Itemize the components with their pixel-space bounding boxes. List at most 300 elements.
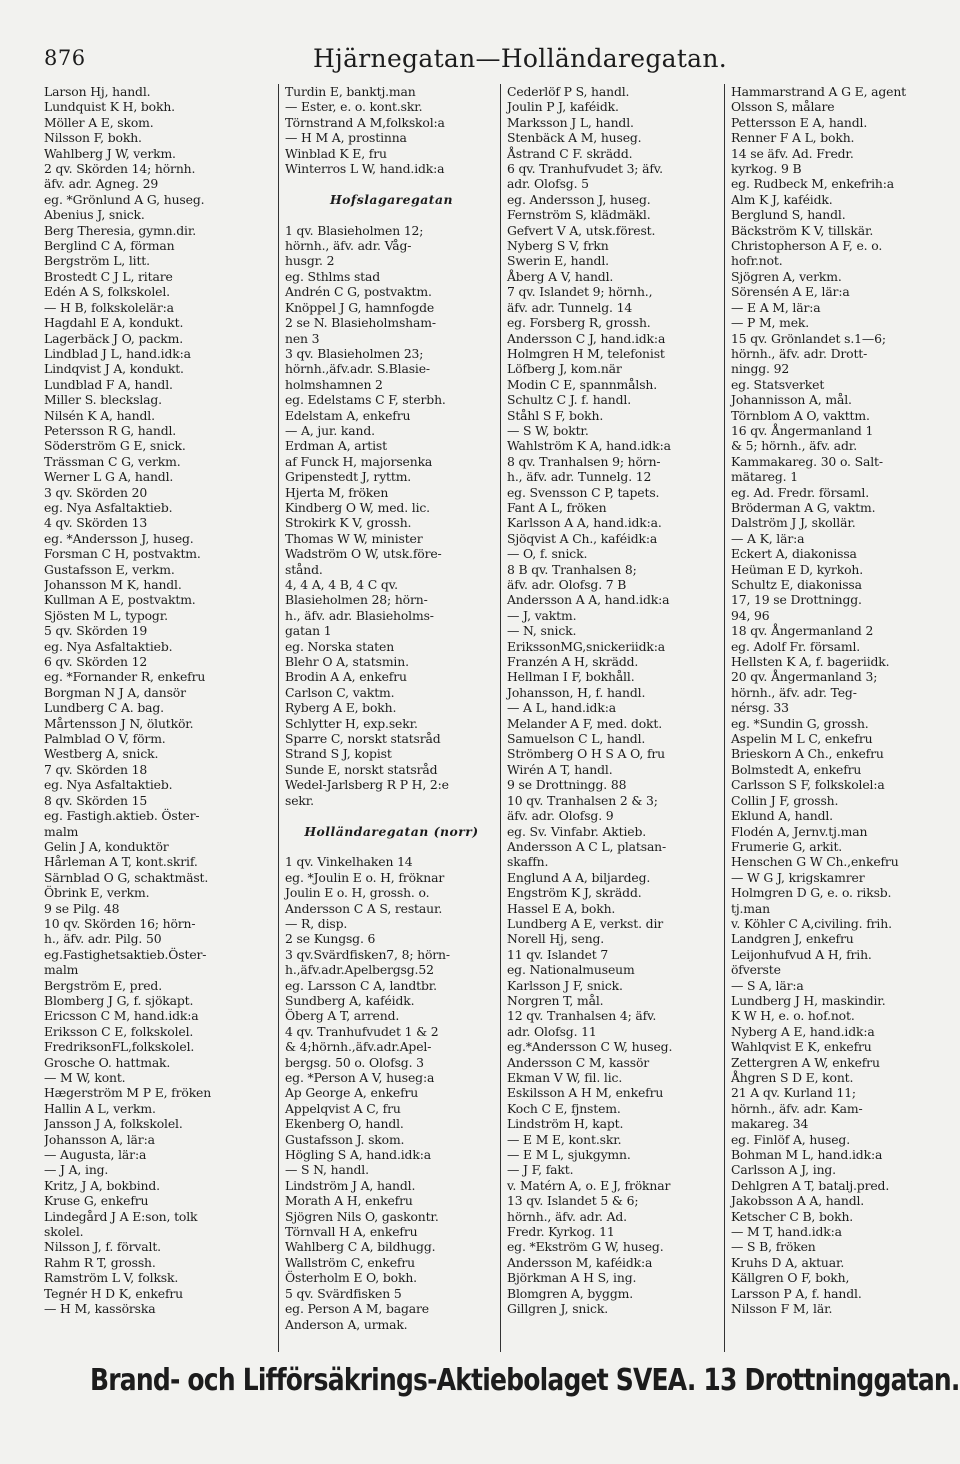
directory-entry: 1 qv. Vinkelhaken 14 <box>285 854 413 870</box>
directory-entry: Morath A H, enkefru <box>285 1193 413 1209</box>
directory-entry: Turdin E, banktj.man <box>285 84 416 99</box>
directory-entry: Blomgren A, byggm. <box>507 1285 633 1301</box>
directory-entry: eg. Finlöf A, huseg. <box>731 1131 850 1147</box>
directory-entry: — O, f. snick. <box>507 546 588 562</box>
directory-entry: eg. *Person A V, huseg:a <box>285 1070 435 1085</box>
directory-entry: gatan 1 <box>285 623 332 639</box>
directory-entry: 2 se N. Blasieholmsham- <box>285 315 436 331</box>
directory-entry: Holmgren D G, e. o. riksb. <box>731 885 892 901</box>
directory-entry: Lagerbäck J O, packm. <box>44 330 184 346</box>
directory-entry: Jakobsson A A, handl. <box>731 1193 865 1209</box>
directory-entry: Zettergren A W, enkefru <box>731 1054 880 1070</box>
directory-entry: af Funck H, majorsenka <box>285 453 433 469</box>
directory-entry: Sjösten M L, typogr. <box>44 607 168 623</box>
directory-entry: — H M A, prostinna <box>285 130 407 146</box>
directory-entry: Jansson J A, folkskolel. <box>44 1116 183 1132</box>
directory-entry: ErikssonMG,snickeriidk:a <box>507 638 666 654</box>
directory-entry: 2 qv. Skörden 14; hörnh. <box>44 161 196 177</box>
directory-entry: Särnblad O G, schaktmäst. <box>44 869 209 885</box>
directory-entry: Schultz C J. f. handl. <box>507 392 631 408</box>
directory-column-2 <box>278 84 498 1352</box>
street-heading: Holländaregatan (norr) <box>304 823 479 839</box>
directory-entry: Ap George A, enkefru <box>285 1085 419 1101</box>
directory-entry: Sundberg A, kaféidk. <box>285 992 415 1008</box>
directory-entry: Norgren T, mål. <box>507 992 604 1008</box>
directory-entry: hörnh.,äfv.adr. S.Blasie- <box>285 361 430 377</box>
directory-entry: Hellman I F, bokhåll. <box>507 669 635 685</box>
directory-entry: — A, jur. kand. <box>285 422 375 438</box>
directory-entry: Stenbäck A M, huseg. <box>507 130 642 146</box>
directory-entry: Lindblad J L, hand.idk:a <box>44 345 191 361</box>
directory-entry: mätareg. 1 <box>731 469 798 485</box>
directory-entry: 14 se äfv. Ad. Fredr. <box>731 145 854 161</box>
directory-entry: h., äfv. adr. Tunnelg. 12 <box>507 469 652 485</box>
directory-entry: 3 qv. Blasieholmen 23; <box>285 345 424 361</box>
directory-entry: — R, disp. <box>285 915 348 931</box>
directory-entry: nérsg. 33 <box>731 700 789 716</box>
directory-entry: Lundquist K H, bokh. <box>44 99 175 115</box>
directory-entry: Wadström O W, utsk.före- <box>285 546 442 562</box>
directory-entry: öfverste <box>731 962 781 978</box>
directory-entry: 1 qv. Blasieholmen 12; <box>285 222 424 238</box>
directory-entry <box>285 207 498 222</box>
directory-entry: K W H, e. o. hof.not. <box>731 1008 855 1024</box>
directory-entry: 18 qv. Ångermanland 2 <box>731 623 874 639</box>
directory-entry: Fant A L, fröken <box>507 499 607 515</box>
directory-entry: Lundblad F A, handl. <box>44 376 173 392</box>
directory-entry: Andersson A A, hand.idk:a <box>507 592 670 608</box>
directory-entry: eg. Rudbeck M, enkefrih:a <box>731 176 895 192</box>
directory-entry: Gustafsson E, verkm. <box>44 561 175 577</box>
directory-entry: — W G J, krigskamrer <box>731 869 865 885</box>
directory-entry: Tegnér H D K, enkefru <box>44 1285 183 1301</box>
directory-entry: Österholm E O, bokh. <box>285 1270 417 1286</box>
directory-entry: Aspelin M L C, enkefru <box>731 731 873 747</box>
directory-entry: Brodin A A, enkefru <box>285 669 407 685</box>
directory-entry: 10 qv. Tranhalsen 2 & 3; <box>507 792 658 808</box>
directory-entry: Lundberg C A. bag. <box>44 700 164 716</box>
directory-entry: 11 qv. Islandet 7 <box>507 946 609 962</box>
directory-entry: Alm K J, kaféidk. <box>731 191 833 207</box>
directory-entry: — M W, kont. <box>44 1070 126 1085</box>
directory-entry: Ketscher C B, bokh. <box>731 1208 854 1224</box>
directory-entry: eg. *Joulin E o. H, fröknar <box>285 869 445 885</box>
directory-entry: Strand S J, kopist <box>285 746 392 762</box>
directory-entry: Renner F A L, bokh. <box>731 130 855 146</box>
directory-entry: Ståhl S F, bokh. <box>507 407 604 423</box>
directory-entry: hörnh., äfv. adr. Våg- <box>285 238 412 254</box>
directory-entry: Gelin J A, konduktör <box>44 838 169 854</box>
directory-entry: Lindegård J A E:son, tolk <box>44 1208 198 1224</box>
directory-entry: Öberg A T, arrend. <box>285 1008 400 1024</box>
directory-entry: Marksson J L, handl. <box>507 114 634 130</box>
directory-entry: Trässman C G, verkm. <box>44 453 181 469</box>
directory-entry: Cederlöf P S, handl. <box>507 84 630 99</box>
directory-entry: Wedel-Jarlsberg R P H, 2:e <box>285 777 449 793</box>
directory-entry: Andrén C G, postvaktm. <box>285 284 432 300</box>
directory-entry: malm <box>44 823 79 839</box>
directory-entry: Fernström S, klädmäkl. <box>507 207 651 223</box>
directory-entry: 16 qv. Ångermanland 1 <box>731 422 874 438</box>
directory-entry: Fredr. Kyrkog. 11 <box>507 1224 615 1240</box>
directory-entry: 10 qv. Skörden 16; hörn- <box>44 915 196 931</box>
directory-entry: äfv. adr. Olofsg. 7 B <box>507 577 627 592</box>
directory-entry: — N, snick. <box>507 623 577 639</box>
directory-entry: Gustafsson J. skom. <box>285 1131 405 1147</box>
directory-entry: h., äfv. adr. Pilg. 50 <box>44 931 162 947</box>
directory-entry: Åberg A V, handl. <box>507 268 614 284</box>
page-number: 876 <box>44 46 86 70</box>
directory-entry: Henschen G W Ch.,enkefru <box>731 854 899 870</box>
directory-entry: eg. *Andersson J, huseg. <box>44 530 194 546</box>
directory-entry: adr. Olofsg. 5 <box>507 176 589 192</box>
directory-entry: Gefvert V A, utsk.förest. <box>507 222 656 238</box>
directory-entry: Bohman M L, hand.idk:a <box>731 1147 883 1163</box>
directory-entry: Winterros L W, hand.idk:a <box>285 161 445 177</box>
directory-entry: Miller S. bleckslag. <box>44 392 162 408</box>
directory-entry: Samuelson C L, handl. <box>507 731 646 747</box>
directory-entry: Johansson M K, handl. <box>44 577 182 592</box>
directory-entry: Wahlström K A, hand.idk:a <box>507 438 671 454</box>
directory-entry: Kindberg O W, med. lic. <box>285 499 430 515</box>
directory-entry: Ryberg A E, bokh. <box>285 700 397 716</box>
directory-entry: Andersson A C L, platsan- <box>507 838 667 854</box>
directory-entry: eg. Norska staten <box>285 638 395 654</box>
directory-entry: Karlsson J F, snick. <box>507 977 623 993</box>
directory-entry: eg. *Sundin G, grossh. <box>731 715 869 731</box>
directory-entry: hörnh., äfv. adr. Ad. <box>507 1208 627 1224</box>
directory-entry: Lundberg J H, maskindir. <box>731 992 886 1008</box>
directory-entry: — A L, hand.idk:a <box>507 700 616 716</box>
directory-entry: Blomberg J G, f. sjökapt. <box>44 992 194 1008</box>
directory-entry: ningg. 92 <box>731 361 790 377</box>
directory-entry: Öbrink E, verkm. <box>44 885 150 901</box>
directory-entry: Ramström L V, folksk. <box>44 1270 179 1286</box>
directory-entry: Schultz E, diakonissa <box>731 577 862 592</box>
directory-entry: 7 qv. Islandet 9; hörnh., <box>507 284 653 300</box>
directory-entry: Sörensén A E, lär:a <box>731 284 850 300</box>
directory-entry: Kritz, J A, bokbind. <box>44 1177 160 1193</box>
directory-entry: hörnh., äfv. adr. Drott- <box>731 345 868 361</box>
directory-entry: eg.*Andersson C W, huseg. <box>507 1039 673 1055</box>
directory-entry: Johansson A, lär:a <box>44 1131 155 1147</box>
directory-entry: 5 qv. Skörden 19 <box>44 623 148 639</box>
directory-entry: Törnvall H A, enkefru <box>285 1224 418 1240</box>
directory-entry: eg. Fastigh.aktieb. Öster- <box>44 808 200 824</box>
directory-entry: Wahlberg C A, bildhugg. <box>285 1239 436 1255</box>
directory-entry: Frumerie G, arkit. <box>731 838 843 854</box>
directory-entry: — S A, lär:a <box>731 977 804 993</box>
directory-entry: Törnstrand A M,folkskol:a <box>285 114 445 130</box>
directory-entry: — S N, handl. <box>285 1162 369 1178</box>
directory-entry: — H M, kassörska <box>44 1301 156 1317</box>
directory-entry: Edelstam A, enkefru <box>285 407 411 423</box>
directory-entry: eg. Adolf Fr. församl. <box>731 638 861 654</box>
directory-entry: — J F, fakt. <box>507 1162 574 1178</box>
directory-entry: Nilsson F, bokh. <box>44 130 142 146</box>
directory-entry: Holmgren H M, telefonist <box>507 345 665 361</box>
directory-entry: Hassel E A, bokh. <box>507 900 616 916</box>
running-title: Hjärnegatan—Holländaregatan. <box>312 44 728 73</box>
directory-entry: Ekman V W, fil. lic. <box>507 1070 623 1085</box>
directory-entry: Strömberg O H S A O, fru <box>507 746 666 762</box>
directory-entry: Kruse G, enkefru <box>44 1193 149 1209</box>
directory-entry: eg. Nya Asfaltaktieb. <box>44 499 173 515</box>
directory-column-4 <box>724 84 946 1352</box>
directory-entry: eg. Nationalmuseum <box>507 962 635 978</box>
directory-entry: & 5; hörnh., äfv. adr. <box>731 438 858 454</box>
directory-entry: tj.man <box>731 900 770 916</box>
directory-entry: eg. Ad. Fredr. församl. <box>731 484 870 500</box>
directory-entry: Edén A S, folkskolel. <box>44 284 170 300</box>
directory-entry: — E M L, sjukgymn. <box>507 1147 631 1163</box>
directory-entry: Källgren O F, bokh, <box>731 1270 850 1286</box>
directory-entry: 15 qv. Grönlandet s.1—6; <box>731 330 886 346</box>
directory-entry: Pettersson E A, handl. <box>731 114 868 130</box>
directory-entry: — Augusta, lär:a <box>44 1147 147 1163</box>
directory-entry: Hjerta M, fröken <box>285 484 389 500</box>
directory-entry: Engström K J, skrädd. <box>507 885 642 901</box>
directory-entry: Sparre C, norskt statsråd <box>285 731 441 747</box>
directory-entry: Nyberg S V, frkn <box>507 238 609 254</box>
directory-entry: eg. *Fornander R, enkefru <box>44 669 206 685</box>
directory-entry: Strokirk K V, grossh. <box>285 515 412 531</box>
directory-entry: eg. Nya Asfaltaktieb. <box>44 638 173 654</box>
directory-entry: Eklund A, handl. <box>731 808 833 824</box>
directory-entry: — E A M, lär:a <box>731 299 821 315</box>
directory-entry: Bergström E, pred. <box>44 977 162 993</box>
directory-entry: äfv. adr. Olofsg. 9 <box>507 808 614 824</box>
directory-entry: Palmblad O V, förm. <box>44 731 166 747</box>
directory-entry: Sjöqvist A Ch., kaféidk:a <box>507 530 658 546</box>
directory-entry: Brieskorn A Ch., enkefru <box>731 746 884 762</box>
directory-entry: Berglind C A, förman <box>44 238 175 254</box>
directory-entry: eg. Statsverket <box>731 376 825 392</box>
directory-entry: Larsson P A, f. handl. <box>731 1285 862 1301</box>
directory-entry: Johannisson A, mål. <box>731 392 852 408</box>
directory-entry <box>285 808 498 823</box>
directory-entry: Collin J F, grossh. <box>731 792 839 808</box>
directory-entry: Carlsson A J, ing. <box>731 1162 836 1178</box>
directory-entry: Blasieholmen 28; hörn- <box>285 592 428 608</box>
directory-entry: Hårleman A T, kont.skrif. <box>44 854 198 870</box>
directory-entry: — S W, boktr. <box>507 422 589 438</box>
directory-entry: malm <box>44 962 79 978</box>
directory-entry: eg. Nya Asfaltaktieb. <box>44 777 173 793</box>
directory-entry: Abenius J, snick. <box>44 207 145 223</box>
directory-entry: Karlsson A A, hand.idk:a. <box>507 515 662 531</box>
directory-entry: — M T, hand.idk:a <box>731 1224 842 1240</box>
directory-entry: nen 3 <box>285 330 320 346</box>
directory-entry: Möller A E, skom. <box>44 114 154 130</box>
directory-entry: Åhgren S D E, kont. <box>731 1070 854 1085</box>
directory-entry: 8 B qv. Tranhalsen 8; <box>507 561 637 577</box>
directory-entry: Westberg A, snick. <box>44 746 159 762</box>
directory-entry: adr. Olofsg. 11 <box>507 1023 597 1039</box>
directory-entry: Dalström J J, skollär. <box>731 515 856 531</box>
directory-entry: Gripenstedt J, ryttm. <box>285 469 412 485</box>
directory-entry: FredriksonFL,folkskolel. <box>44 1039 195 1055</box>
directory-entry: eg. Sv. Vinfabr. Aktieb. <box>507 823 647 839</box>
directory-entry: Sunde E, norskt statsråd <box>285 761 438 777</box>
directory-entry: Söderström G E, snick. <box>44 438 186 454</box>
directory-entry: 3 qv.Svärdfisken7, 8; hörn- <box>285 946 450 962</box>
directory-entry: 3 qv. Skörden 20 <box>44 484 148 500</box>
directory-entry: Anderson A, urmak. <box>285 1316 408 1332</box>
directory-entry: Forsman C H, postvaktm. <box>44 546 201 562</box>
directory-entry: Werner L G A, handl. <box>44 469 174 485</box>
directory-column-1 <box>44 84 276 1352</box>
street-heading: Hofslagaregatan <box>329 191 454 207</box>
directory-entry: — P M, mek. <box>731 315 810 331</box>
directory-entry: Swerin E, handl. <box>507 253 609 269</box>
directory-entry: Flodén A, Jernv.tj.man <box>731 823 868 839</box>
directory-entry: Petersson R G, handl. <box>44 422 177 438</box>
directory-entry: Leijonhufvud A H, frih. <box>731 946 872 962</box>
directory-entry: Heüman E D, kyrkoh. <box>731 561 863 577</box>
directory-entry: Andersson C M, kassör <box>507 1054 650 1070</box>
directory-entry: Christopherson A F, e. o. <box>731 238 883 254</box>
directory-entry: Lindqvist J A, kondukt. <box>44 361 184 377</box>
directory-entry: Björkman A H S, ing. <box>507 1270 637 1286</box>
directory-entry: Kullman A E, postvaktm. <box>44 592 196 608</box>
directory-entry: 2 se Kungsg. 6 <box>285 931 376 947</box>
directory-entry: 6 qv. Skörden 12 <box>44 654 148 670</box>
directory-entry: Melander A F, med. dokt. <box>507 715 663 731</box>
directory-entry: Mårtensson J N, ölutkör. <box>44 715 194 731</box>
directory-entry: eg. *Grönlund A G, huseg. <box>44 191 205 207</box>
directory-entry: Appelqvist A C, fru <box>285 1100 401 1116</box>
directory-entry: Carlson C, vaktm. <box>285 684 395 700</box>
directory-column-3 <box>500 84 722 1352</box>
directory-entry: — Ester, e. o. kont.skr. <box>285 99 423 115</box>
directory-entry: Olsson S, målare <box>731 99 835 115</box>
directory-entry: Gillgren J, snick. <box>507 1301 608 1317</box>
directory-entry: — J A, ing. <box>44 1162 109 1178</box>
directory-entry: Wallström C, enkefru <box>285 1254 415 1270</box>
directory-entry: bergsg. 50 o. Olofsg. 3 <box>285 1054 424 1070</box>
directory-entry: Erdman A, artist <box>285 438 387 454</box>
directory-entry: v. Matérn A, o. E J, fröknar <box>507 1177 671 1193</box>
directory-entry: Nilsson J, f. förvalt. <box>44 1239 161 1255</box>
directory-entry: Brostedt C J L, ritare <box>44 268 173 284</box>
directory-entry: 17, 19 se Drottningg. <box>731 592 862 608</box>
directory-entry: äfv. adr. Tunnelg. 14 <box>507 299 633 315</box>
directory-entry: Rahm R T, grossh. <box>44 1254 156 1270</box>
directory-entry: äfv. adr. Agneg. 29 <box>44 176 159 192</box>
directory-entry: Sjögren A, verkm. <box>731 268 842 284</box>
directory-entry: Thomas W W, minister <box>285 530 423 546</box>
directory-entry: hofr.not. <box>731 253 783 269</box>
directory-entry: Högling S A, hand.idk:a <box>285 1147 431 1163</box>
directory-entry: skaffn. <box>507 854 549 870</box>
directory-entry: Hægerström M P E, fröken <box>44 1085 212 1101</box>
directory-entry: Nyberg A E, hand.idk:a <box>731 1023 875 1039</box>
directory-entry: Wirén A T, handl. <box>507 761 613 777</box>
directory-entry: Hallin A L, verkm. <box>44 1100 156 1116</box>
directory-entry: Andersson C J, hand.idk:a <box>507 330 666 346</box>
directory-entry: Kammakareg. 30 o. Salt- <box>731 453 883 469</box>
directory-entry: Schlytter H, exp.sekr. <box>285 715 418 731</box>
directory-entry: 5 qv. Svärdfisken 5 <box>285 1285 402 1301</box>
directory-entry: Wahlberg J W, verkm. <box>44 145 176 161</box>
directory-entry: v. Köhler C A,civiling. frih. <box>731 915 892 931</box>
advertisement-banner: Brand- och Lifförsäkrings-Aktiebolaget SVEA. 13 Drottninggatan. <box>90 1362 960 1398</box>
directory-entry: Berglund S, handl. <box>731 207 846 223</box>
directory-entry: Kruhs D A, aktuar. <box>731 1254 845 1270</box>
directory-entry: 21 A qv. Kurland 11; <box>731 1085 856 1101</box>
directory-entry: 8 qv. Skörden 15 <box>44 792 148 808</box>
directory-entry: 6 qv. Tranhufvudet 3; äfv. <box>507 161 663 177</box>
directory-entry: Andersson M, kaféidk:a <box>507 1254 653 1270</box>
directory-entry: Modin C E, spannmålsh. <box>507 376 658 392</box>
directory-entry: h., äfv. adr. Blasieholms- <box>285 607 434 623</box>
directory-entry: Wahlqvist E K, enkefru <box>731 1039 872 1055</box>
directory-entry: Dehlgren A T, batalj.pred. <box>731 1177 890 1193</box>
directory-entry: Bergström L, litt. <box>44 253 150 269</box>
directory-entry: husgr. 2 <box>285 253 335 269</box>
directory-entry: Carlsson S F, folkskolel:a <box>731 777 885 793</box>
directory-entry: Larson Hj, handl. <box>44 84 151 99</box>
directory-entry: Törnblom A O, vakttm. <box>731 407 870 423</box>
directory-entry: Berg Theresia, gymn.dir. <box>44 222 197 238</box>
directory-entry: Ekenberg O, handl. <box>285 1116 404 1132</box>
directory-entry: Hagdahl E A, kondukt. <box>44 315 184 331</box>
directory-entry: 9 se Pilg. 48 <box>44 900 120 916</box>
directory-entry: Grosche O. hattmak. <box>44 1054 171 1070</box>
directory-entry: 8 qv. Tranhalsen 9; hörn- <box>507 453 661 469</box>
directory-entry: — A K, lär:a <box>731 530 805 546</box>
directory-entry: eg. Edelstams C F, sterbh. <box>285 392 446 408</box>
directory-entry: eg. Forsberg R, grossh. <box>507 315 651 331</box>
directory-entry: 7 qv. Skörden 18 <box>44 761 148 777</box>
directory-entry: Ericsson C M, hand.idk:a <box>44 1008 199 1024</box>
directory-entry: 4 qv. Tranhufvudet 1 & 2 <box>285 1023 439 1039</box>
directory-entry <box>285 176 498 191</box>
directory-entry: Andersson C A S, restaur. <box>285 900 443 916</box>
directory-entry: — E M E, kont.skr. <box>507 1131 622 1147</box>
directory-entry: 4 qv. Skörden 13 <box>44 515 148 531</box>
directory-entry: eg. Svensson C P, tapets. <box>507 484 660 500</box>
directory-entry: Bolmstedt A, enkefru <box>731 761 862 777</box>
directory-entry: hörnh., äfv. adr. Kam- <box>731 1100 863 1116</box>
directory-entry: hörnh., äfv. adr. Teg- <box>731 684 857 700</box>
directory-entry: Hellsten K A, f. bageriidk. <box>731 654 890 670</box>
directory-entry: Borgman N J A, dansör <box>44 684 186 700</box>
directory-entry: eg.Fastighetsaktieb.Öster- <box>44 946 207 962</box>
directory-entry: Knöppel J G, hamnfogde <box>285 299 435 315</box>
directory-entry: 9 se Drottningg. 88 <box>507 777 627 793</box>
directory-entry: Koch C E, fjnstem. <box>507 1100 621 1116</box>
directory-entry: — S B, fröken <box>731 1239 816 1255</box>
directory-entry: eg. Larsson C A, landtbr. <box>285 977 437 993</box>
directory-entry: Åstrand C F. skrädd. <box>507 145 633 161</box>
directory-entry: Lindström J A, handl. <box>285 1177 416 1193</box>
directory-entry: eg. *Ekström G W, huseg. <box>507 1239 664 1255</box>
directory-entry: Joulin E o. H, grossh. o. <box>285 885 430 901</box>
directory-entry: Nilsson F M, lär. <box>731 1301 833 1317</box>
directory-entry: eg. Sthlms stad <box>285 268 381 284</box>
directory-entry: Johansson, H, f. handl. <box>507 684 646 700</box>
directory-entry: Sjögren Nils O, gaskontr. <box>285 1208 439 1224</box>
directory-entry: makareg. 34 <box>731 1116 809 1132</box>
directory-entry: Joulin P J, kaféidk. <box>507 99 619 115</box>
directory-entry: Bröderman A G, vaktm. <box>731 499 876 515</box>
directory-entry: Eckert A, diakonissa <box>731 546 857 562</box>
directory-entry: Lindström H, kapt. <box>507 1116 624 1132</box>
directory-entry: Löfberg J, kom.när <box>507 361 622 377</box>
directory-entry: eg. Person A M, bagare <box>285 1301 429 1317</box>
